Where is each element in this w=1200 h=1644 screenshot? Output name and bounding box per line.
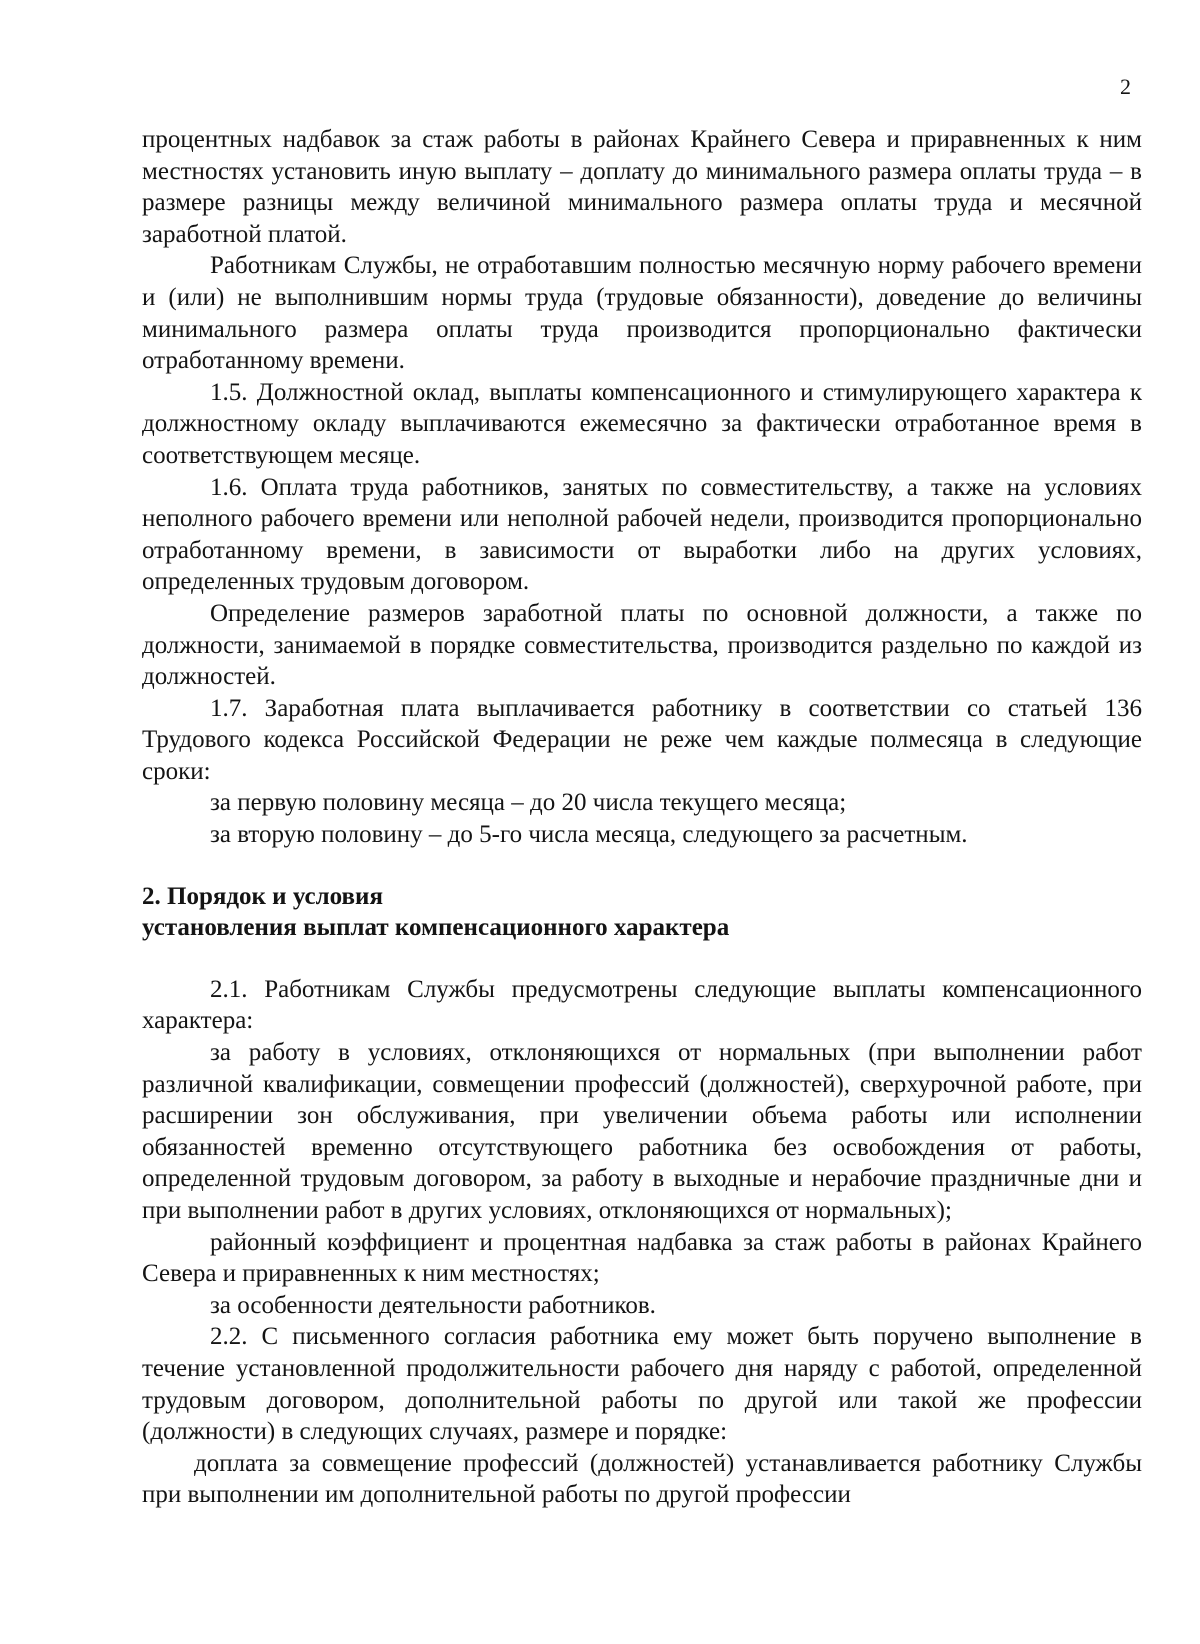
paragraph: 1.7. Заработная плата выплачивается работнику в соответствии со статьей 136 Трудового кодекса Российской Федерации не реже чем каждые полмесяца в следующие сроки: [142, 694, 1142, 785]
paragraph: 1.5. Должностной оклад, выплаты компенсационного и стимулирующего характера к должностному окладу выплачиваются ежемесячно за фактически отработанное время в соответствующем месяце. [142, 378, 1142, 469]
section-heading-line-2: установления выплат компенсационного характера [142, 914, 730, 942]
document-body [142, 124, 1142, 1511]
paragraph: процентных надбавок за стаж работы в районах Крайнего Севера и приравненных к ним местностях установить иную выплату – доплату до минимального размера оплаты труда – в размере разницы между величиной минимального размера оплаты труда и месячной заработной платой. [142, 126, 1142, 248]
paragraph: за первую половину месяца – до 20 числа текущего месяца; [210, 789, 847, 817]
paragraph: за вторую половину – до 5-го числа месяца, следующего за расчетным. [210, 821, 968, 849]
paragraph: 2.2. С письменного согласия работника ему может быть поручено выполнение в течение установленной продолжительности рабочего дня наряду с работой, определенной трудовым договором, дополнительной работы по другой или такой же профессии (должности) в следующих случаях, размере и порядке: [142, 1323, 1142, 1446]
paragraph: за особенности деятельности работников. [210, 1291, 656, 1319]
paragraph: 2.1. Работникам Службы предусмотрены следующие выплаты компенсационного характера: [142, 975, 1142, 1035]
paragraph: Работникам Службы, не отработавшим полностью месячную норму рабочего времени и (или) не выполнившим нормы труда (трудовые обязанности), доведение до величины минимального размера оплаты труда производится пропорционально фактически отработанному времени. [142, 252, 1142, 375]
paragraph: доплата за совмещение профессий (должностей) устанавливается работнику Службы при выполнении им дополнительной работы по другой профессии [142, 1449, 1142, 1509]
section-heading-line-1: 2. Порядок и условия [142, 882, 383, 910]
paragraph: районный коэффициент и процентная надбавка за стаж работы в районах Крайнего Севера и приравненных к ним местностях; [142, 1228, 1142, 1288]
paragraph: 1.6. Оплата труда работников, занятых по совместительству, а также на условиях неполного рабочего времени или неполной рабочей недели, производится пропорционально отработанному времени, в зависимости от выработки либо на других условиях, определенных трудовым договором. [142, 473, 1142, 596]
paragraph: за работу в условиях, отклоняющихся от нормальных (при выполнении работ различной квалификации, совмещении профессий (должностей), сверхурочной работе, при расширении зон обслуживания, при увеличении объема работы или исполнении обязанностей временно отсутствующего работника без освобождения от работы, определенной трудовым договором, за работу в выходные и нерабочие праздничные дни и при выполнении работ в других условиях, отклоняющихся от нормальных); [142, 1039, 1142, 1224]
paragraph: Определение размеров заработной платы по основной должности, а также по должности, занимаемой в порядке совместительства, производится раздельно по каждой из должностей. [142, 599, 1142, 691]
section-heading [142, 881, 1142, 944]
page-number: 2 [1120, 74, 1131, 99]
